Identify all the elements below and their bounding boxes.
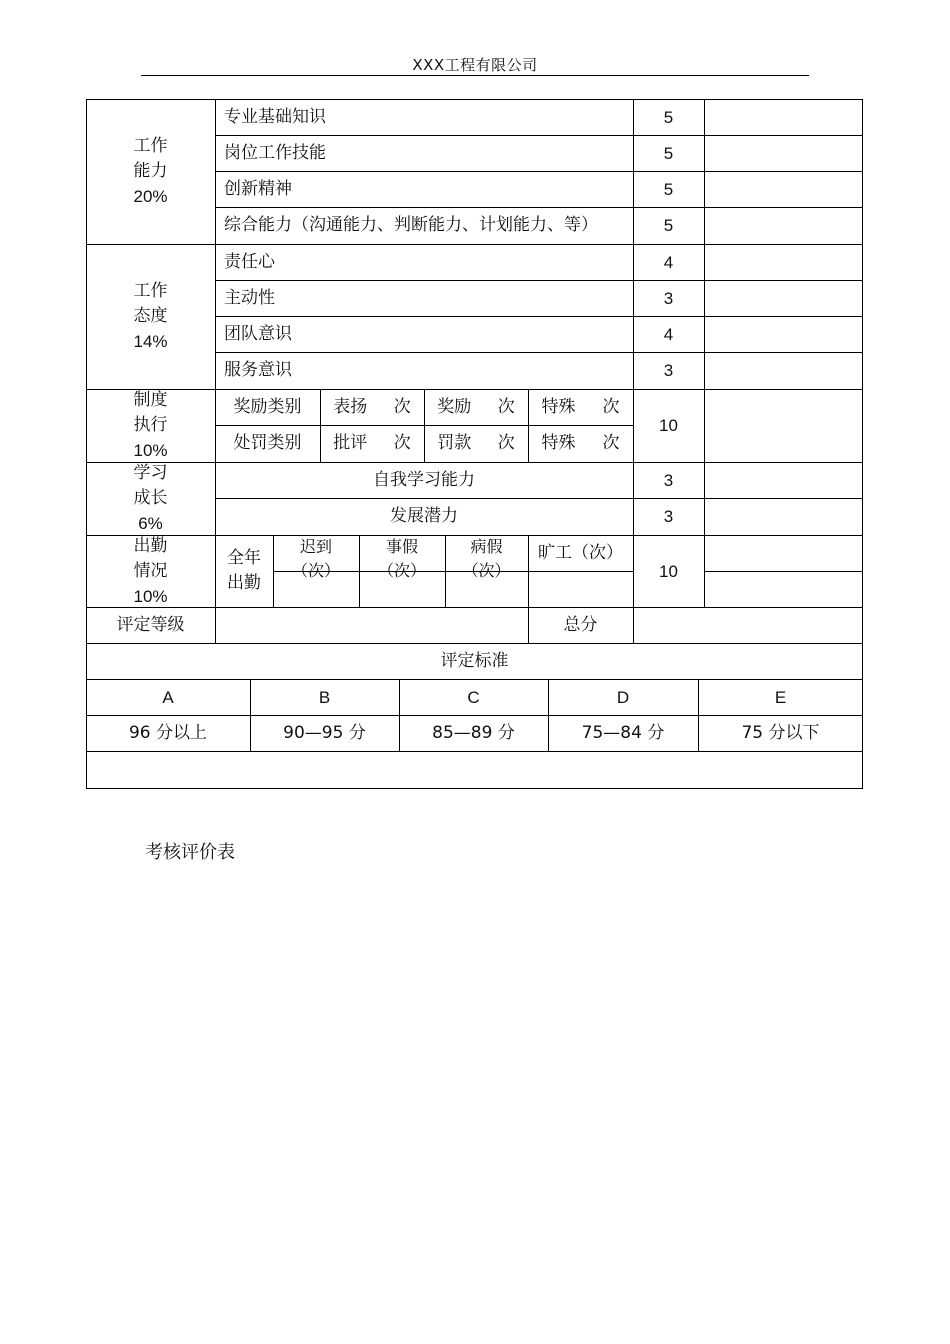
range-e: 75 分以下: [741, 722, 820, 743]
penalty-type-label: 处罚类别: [233, 433, 302, 453]
grade-d: D: [616, 687, 630, 707]
item-label: 服务意识: [224, 360, 292, 380]
attendance-full-year: 全年 出勤: [227, 548, 261, 593]
attendance-late: 迟到 （次）: [291, 537, 340, 580]
reward-type-label: 奖励类别: [233, 396, 302, 417]
reward-special: 特殊 次: [541, 396, 620, 417]
item-score: 3: [663, 288, 674, 308]
item-score: 3: [663, 470, 674, 490]
total-label: 总分: [563, 614, 598, 635]
category-work-ability: 工作 能力 20%: [133, 136, 168, 206]
footer-caption: 考核评价表: [145, 842, 235, 863]
range-d: 75—84 分: [581, 722, 665, 743]
grade-b: B: [318, 687, 331, 707]
grade-e: E: [774, 687, 787, 707]
attendance-sick-leave: 病假 （次）: [462, 537, 511, 580]
category-attendance: 出勤 情况 10%: [133, 535, 168, 606]
discipline-score: 10: [659, 416, 678, 435]
item-label: 专业基础知识: [224, 106, 326, 127]
item-label: 岗位工作技能: [224, 142, 326, 163]
attendance-personal-leave: 事假 （次）: [377, 537, 426, 580]
item-score: 5: [663, 179, 674, 199]
criteria-title: 评定标准: [440, 650, 509, 671]
item-score: 3: [663, 507, 674, 526]
category-growth: 学习 成长 6%: [133, 463, 168, 533]
item-label: 团队意识: [224, 323, 292, 344]
item-label: 综合能力（沟通能力、判断能力、计划能力、等）: [224, 215, 598, 235]
item-score: 4: [663, 324, 674, 344]
grid-line: [86, 751, 863, 752]
item-score: 5: [663, 216, 674, 235]
reward-bonus: 奖励 次: [437, 396, 515, 417]
grade-a: A: [162, 687, 174, 707]
item-label: 责任心: [224, 251, 275, 272]
category-discipline: 制度 执行 10%: [133, 390, 168, 460]
attendance-absent: 旷工（次）: [538, 542, 623, 563]
range-c: 85—89 分: [432, 722, 515, 743]
item-label: 自我学习能力: [373, 469, 475, 490]
range-a: 96 分以上: [128, 722, 208, 743]
category-work-attitude: 工作 态度 14%: [133, 281, 168, 351]
item-score: 4: [663, 252, 674, 272]
item-label: 发展潜力: [390, 506, 458, 526]
grade-c: C: [467, 687, 480, 707]
grid-line: [704, 571, 863, 572]
item-score: 5: [663, 107, 674, 127]
penalty-criticism: 批评 次: [333, 433, 411, 453]
item-label: 主动性: [224, 287, 275, 308]
grid-line: [704, 99, 705, 607]
header-rule: [141, 75, 809, 76]
item-score: 3: [663, 361, 674, 380]
penalty-fine: 罚款 次: [437, 433, 515, 453]
grade-label: 评定等级: [116, 614, 185, 635]
attendance-score: 10: [659, 561, 678, 581]
company-header: XXX工程有限公司: [412, 56, 538, 74]
reward-praise: 表扬 次: [333, 396, 411, 417]
range-b: 90—95 分: [283, 722, 366, 743]
item-label: 创新精神: [224, 178, 292, 199]
penalty-special: 特殊 次: [541, 433, 620, 453]
item-score: 5: [663, 143, 674, 163]
